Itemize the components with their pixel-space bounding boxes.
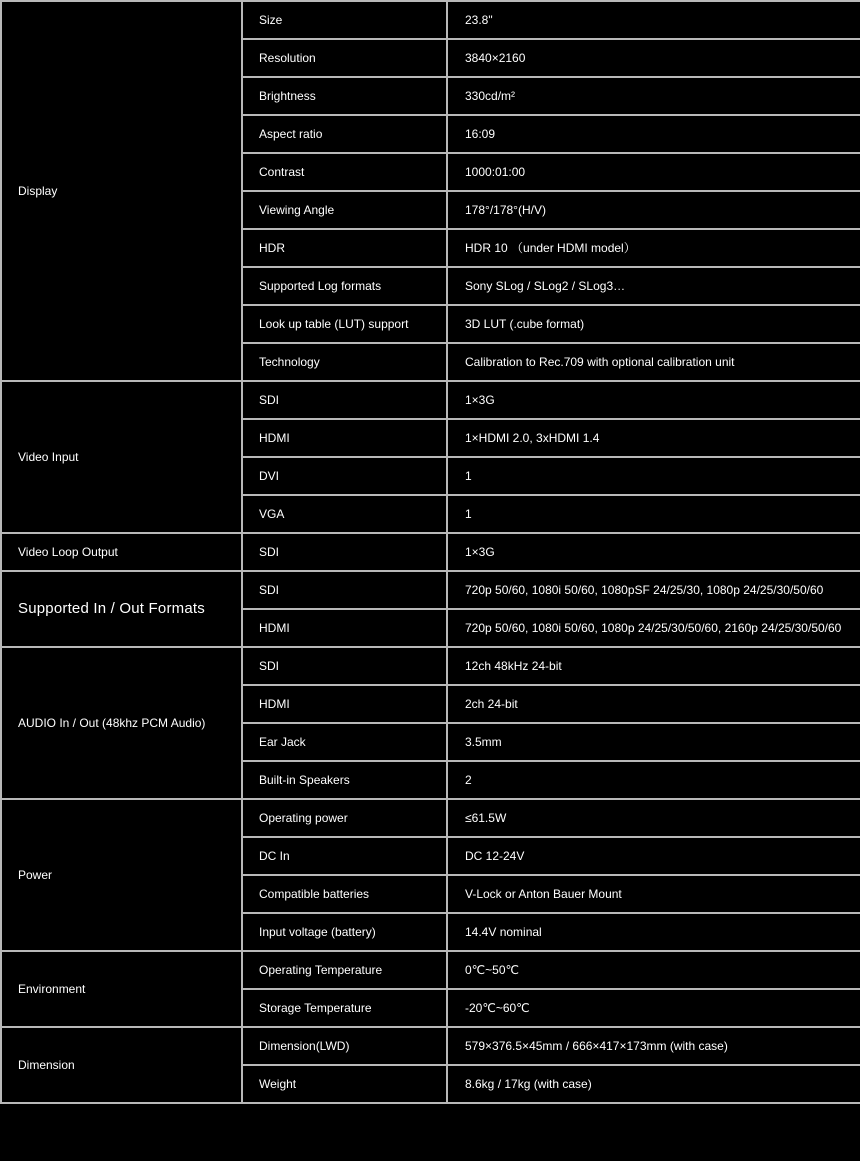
spec-value: 2ch 24-bit: [447, 685, 860, 723]
spec-value: Calibration to Rec.709 with optional calibration unit: [447, 343, 860, 381]
spec-value: 1: [447, 495, 860, 533]
spec-row: [1, 1027, 860, 1065]
spec-value: 1×3G: [447, 533, 860, 571]
spec-value: HDR 10 （under HDMI model）: [447, 229, 860, 267]
spec-value: 1: [447, 457, 860, 495]
spec-label: Brightness: [242, 77, 447, 115]
spec-group-name: Supported In / Out Formats: [1, 571, 242, 647]
spec-value: 720p 50/60, 1080i 50/60, 1080pSF 24/25/30, 1080p 24/25/30/50/60: [447, 571, 860, 609]
spec-group-name: Video Loop Output: [1, 533, 242, 571]
spec-label: Aspect ratio: [242, 115, 447, 153]
spec-label: Supported Log formats: [242, 267, 447, 305]
spec-row: [1, 1, 860, 39]
spec-value: 1000:01:00: [447, 153, 860, 191]
spec-label: Ear Jack: [242, 723, 447, 761]
spec-group-name: Display: [1, 1, 242, 381]
spec-label: Technology: [242, 343, 447, 381]
spec-label: SDI: [242, 571, 447, 609]
spec-value: 1×3G: [447, 381, 860, 419]
spec-value: 8.6kg / 17kg (with case): [447, 1065, 860, 1103]
spec-value: V-Lock or Anton Bauer Mount: [447, 875, 860, 913]
spec-value: -20℃~60℃: [447, 989, 860, 1027]
spec-label: Operating Temperature: [242, 951, 447, 989]
spec-table-body: [1, 1, 860, 1103]
spec-value: 3840×2160: [447, 39, 860, 77]
spec-group-name: Environment: [1, 951, 242, 1027]
spec-value: 12ch 48kHz 24-bit: [447, 647, 860, 685]
spec-value: 2: [447, 761, 860, 799]
spec-value: Sony SLog / SLog2 / SLog3…: [447, 267, 860, 305]
spec-group-name: Dimension: [1, 1027, 242, 1103]
spec-value: 720p 50/60, 1080i 50/60, 1080p 24/25/30/50/60, 2160p 24/25/30/50/60: [447, 609, 860, 647]
spec-label: Compatible batteries: [242, 875, 447, 913]
spec-label: Look up table (LUT) support: [242, 305, 447, 343]
spec-group-name: Power: [1, 799, 242, 951]
spec-row: [1, 571, 860, 609]
spec-label: VGA: [242, 495, 447, 533]
spec-label: Weight: [242, 1065, 447, 1103]
spec-label: Contrast: [242, 153, 447, 191]
spec-label: Dimension(LWD): [242, 1027, 447, 1065]
spec-value: 14.4V nominal: [447, 913, 860, 951]
spec-label: Viewing Angle: [242, 191, 447, 229]
spec-row: [1, 647, 860, 685]
spec-label: Input voltage (battery): [242, 913, 447, 951]
spec-value: 16:09: [447, 115, 860, 153]
spec-value: 178°/178°(H/V): [447, 191, 860, 229]
spec-label: Storage Temperature: [242, 989, 447, 1027]
spec-label: SDI: [242, 381, 447, 419]
spec-label: HDMI: [242, 419, 447, 457]
spec-value: 330cd/m²: [447, 77, 860, 115]
spec-group-name: AUDIO In / Out (48khz PCM Audio): [1, 647, 242, 799]
spec-label: HDMI: [242, 609, 447, 647]
spec-label: HDR: [242, 229, 447, 267]
spec-label: DC In: [242, 837, 447, 875]
spec-row: [1, 381, 860, 419]
spec-row: [1, 951, 860, 989]
spec-value: 23.8": [447, 1, 860, 39]
spec-label: SDI: [242, 533, 447, 571]
spec-row: [1, 533, 860, 571]
spec-label: Operating power: [242, 799, 447, 837]
spec-value: 3D LUT (.cube format): [447, 305, 860, 343]
spec-label: Built-in Speakers: [242, 761, 447, 799]
spec-value: DC 12-24V: [447, 837, 860, 875]
spec-row: [1, 799, 860, 837]
spec-label: DVI: [242, 457, 447, 495]
spec-label: Size: [242, 1, 447, 39]
spec-value: 579×376.5×45mm / 666×417×173mm (with case): [447, 1027, 860, 1065]
spec-value: ≤61.5W: [447, 799, 860, 837]
spec-label: Resolution: [242, 39, 447, 77]
spec-value: 3.5mm: [447, 723, 860, 761]
spec-label: SDI: [242, 647, 447, 685]
spec-group-name: Video Input: [1, 381, 242, 533]
spec-value: 1×HDMI 2.0, 3xHDMI 1.4: [447, 419, 860, 457]
spec-label: HDMI: [242, 685, 447, 723]
spec-value: 0℃~50℃: [447, 951, 860, 989]
